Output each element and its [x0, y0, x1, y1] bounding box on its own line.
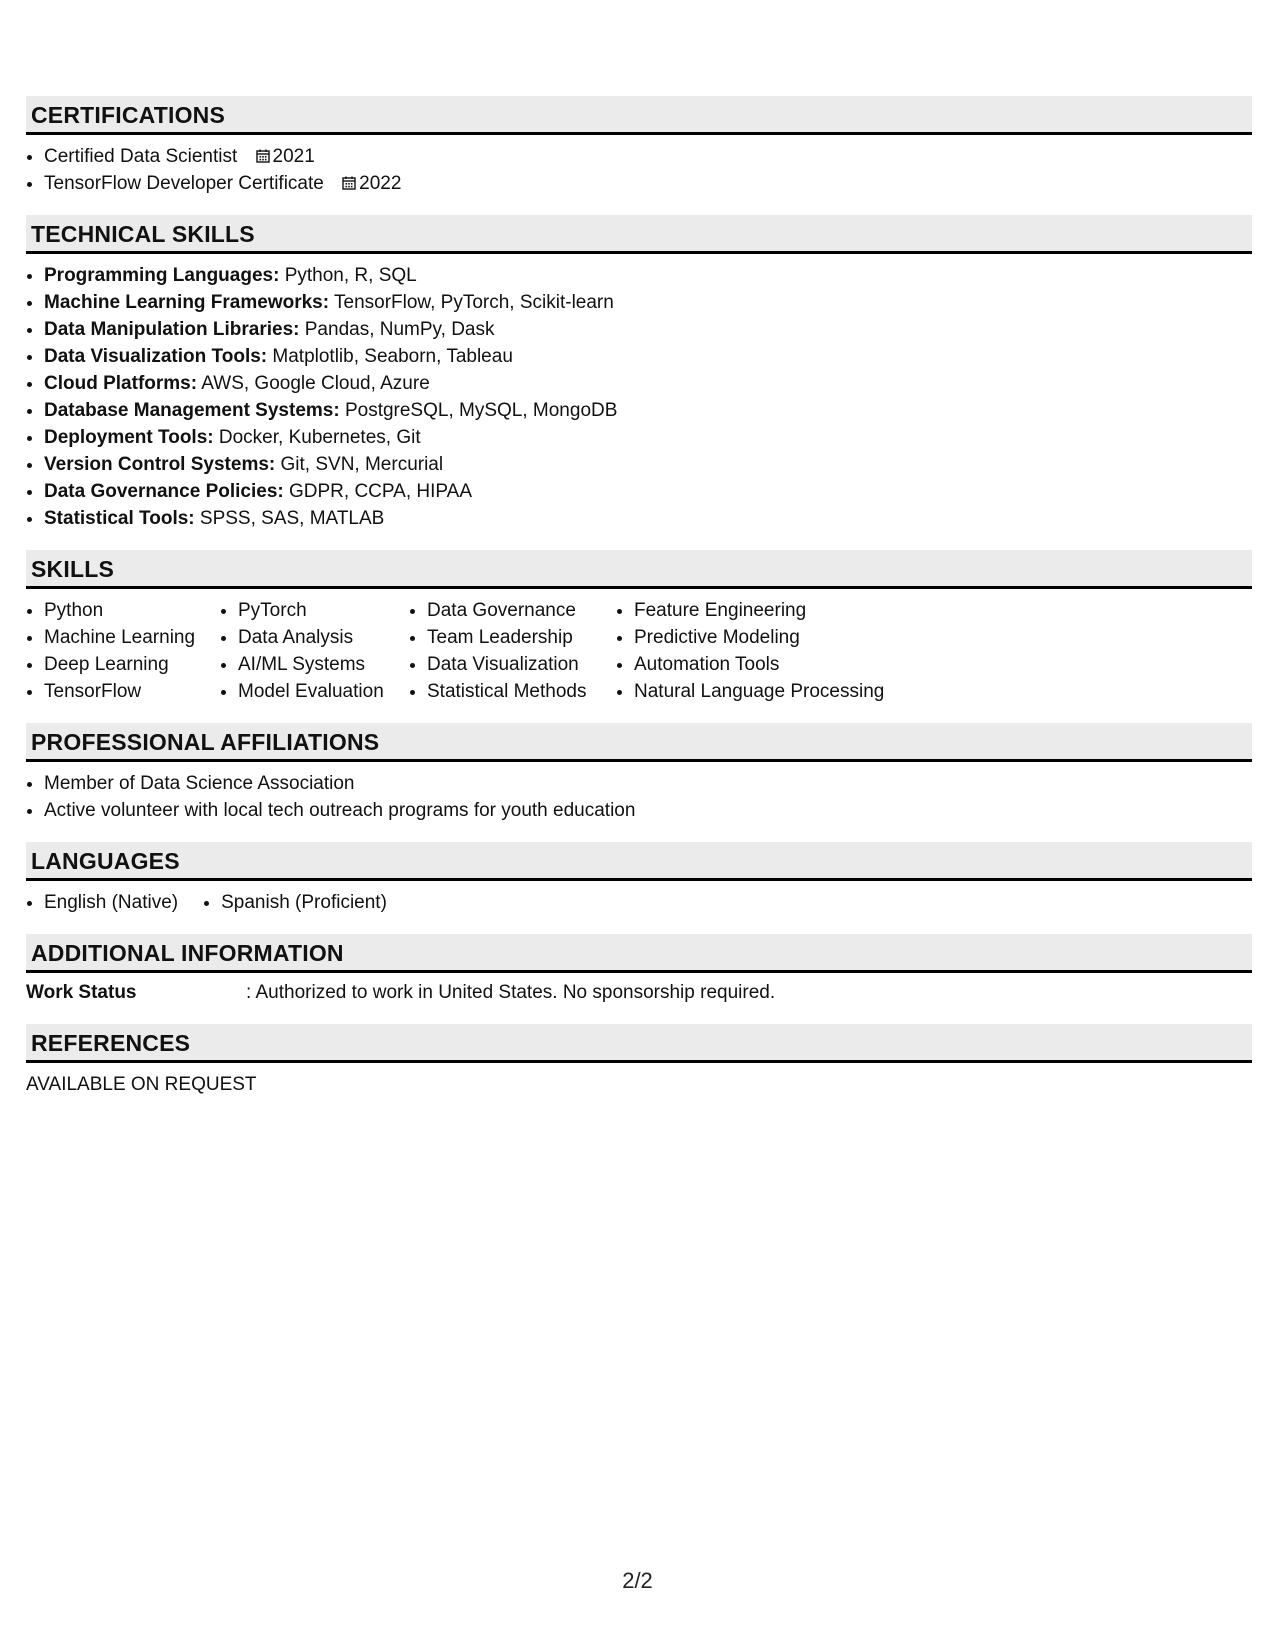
- language-group: [26, 889, 178, 916]
- technical-skills-section: [26, 215, 1252, 532]
- skill-item: • Model Evaluation: [238, 678, 409, 705]
- technical-skill-label: Machine Learning Frameworks:: [44, 292, 330, 313]
- language-item: • English (Native): [44, 889, 178, 916]
- resume-page: [26, 96, 1252, 1116]
- skill-item: • Statistical Methods: [427, 678, 616, 705]
- affiliations-list: [26, 770, 1252, 824]
- technical-skill-label: Data Manipulation Libraries:: [44, 319, 300, 340]
- technical-skill-label: Statistical Tools:: [44, 508, 195, 529]
- affiliation-item: • Member of Data Science Association: [44, 770, 1252, 797]
- skills-column: [26, 597, 220, 705]
- technical-skill-item: [44, 451, 1252, 478]
- technical-skill-item: [44, 424, 1252, 451]
- technical-skill-item: [44, 343, 1252, 370]
- languages-list: [26, 889, 1252, 916]
- certification-name: Certified Data Scientist: [44, 146, 238, 167]
- skills-heading: SKILLS: [26, 550, 1252, 589]
- certification-item: [44, 170, 1252, 197]
- technical-skill-value: SPSS, SAS, MATLAB: [194, 508, 385, 529]
- technical-skill-value: Python, R, SQL: [279, 265, 417, 286]
- language-group: [203, 889, 387, 916]
- technical-skill-value: Docker, Kubernetes, Git: [213, 427, 421, 448]
- skills-column: [220, 597, 409, 705]
- technical-skills-heading: TECHNICAL SKILLS: [26, 215, 1252, 254]
- languages-heading: LANGUAGES: [26, 842, 1252, 881]
- skill-item: • Predictive Modeling: [634, 624, 934, 651]
- work-status-label: Work Status: [26, 982, 137, 1003]
- skill-item: • PyTorch: [238, 597, 409, 624]
- skill-item: • Python: [44, 597, 220, 624]
- certification-year: 2022: [359, 173, 402, 194]
- technical-skill-value: PostgreSQL, MySQL, MongoDB: [339, 400, 618, 421]
- technical-skill-value: AWS, Google Cloud, Azure: [197, 373, 430, 394]
- skill-item: • TensorFlow: [44, 678, 220, 705]
- technical-skill-value: GDPR, CCPA, HIPAA: [283, 481, 472, 502]
- page-number: 2/2: [622, 1568, 653, 1593]
- language-item: • Spanish (Proficient): [221, 889, 387, 916]
- certification-year: 2021: [272, 146, 315, 167]
- skill-item: • AI/ML Systems: [238, 651, 409, 678]
- technical-skill-value: TensorFlow, PyTorch, Scikit-learn: [329, 292, 614, 313]
- skills-column: [409, 597, 616, 705]
- affiliations-heading: PROFESSIONAL AFFILIATIONS: [26, 723, 1252, 762]
- skills-grid: [26, 597, 1252, 705]
- additional-info-section: [26, 934, 1252, 1006]
- work-status-row: [26, 979, 1252, 1006]
- technical-skill-item: [44, 370, 1252, 397]
- additional-info-heading: ADDITIONAL INFORMATION: [26, 934, 1252, 973]
- calendar-icon: [256, 149, 270, 163]
- technical-skill-value: Pandas, NumPy, Dask: [299, 319, 495, 340]
- work-status-value: : Authorized to work in United States. No sponsorship required.: [246, 982, 776, 1003]
- certification-name: TensorFlow Developer Certificate: [44, 173, 324, 194]
- skill-item: • Data Visualization: [427, 651, 616, 678]
- technical-skill-label: Deployment Tools:: [44, 427, 214, 448]
- technical-skill-label: Database Management Systems:: [44, 400, 340, 421]
- skill-item: • Data Governance: [427, 597, 616, 624]
- certifications-section: [26, 96, 1252, 197]
- technical-skill-item: [44, 397, 1252, 424]
- affiliations-section: [26, 723, 1252, 824]
- skill-item: • Feature Engineering: [634, 597, 934, 624]
- technical-skill-label: Version Control Systems:: [44, 454, 276, 475]
- skill-item: • Natural Language Processing: [634, 678, 934, 705]
- languages-section: [26, 842, 1252, 916]
- references-heading: REFERENCES: [26, 1024, 1252, 1063]
- skill-item: • Data Analysis: [238, 624, 409, 651]
- calendar-icon: [342, 176, 356, 190]
- references-text: AVAILABLE ON REQUEST: [26, 1074, 257, 1095]
- technical-skills-list: [26, 262, 1252, 532]
- technical-skill-value: Git, SVN, Mercurial: [275, 454, 444, 475]
- affiliation-item: • Active volunteer with local tech outreach programs for youth education: [44, 797, 1252, 824]
- technical-skill-label: Programming Languages:: [44, 265, 280, 286]
- technical-skill-item: [44, 505, 1252, 532]
- certifications-heading: CERTIFICATIONS: [26, 96, 1252, 135]
- references-section: [26, 1024, 1252, 1098]
- technical-skill-item: [44, 478, 1252, 505]
- technical-skill-value: Matplotlib, Seaborn, Tableau: [267, 346, 513, 367]
- skills-section: [26, 550, 1252, 705]
- technical-skill-item: [44, 316, 1252, 343]
- technical-skill-label: Data Visualization Tools:: [44, 346, 268, 367]
- skill-item: • Machine Learning: [44, 624, 220, 651]
- skill-item: • Team Leadership: [427, 624, 616, 651]
- technical-skill-item: [44, 262, 1252, 289]
- technical-skill-item: [44, 289, 1252, 316]
- certifications-list: [26, 143, 1252, 197]
- skill-item: • Deep Learning: [44, 651, 220, 678]
- skills-column: [616, 597, 934, 705]
- skill-item: • Automation Tools: [634, 651, 934, 678]
- technical-skill-label: Cloud Platforms:: [44, 373, 198, 394]
- technical-skill-label: Data Governance Policies:: [44, 481, 284, 502]
- certification-item: [44, 143, 1252, 170]
